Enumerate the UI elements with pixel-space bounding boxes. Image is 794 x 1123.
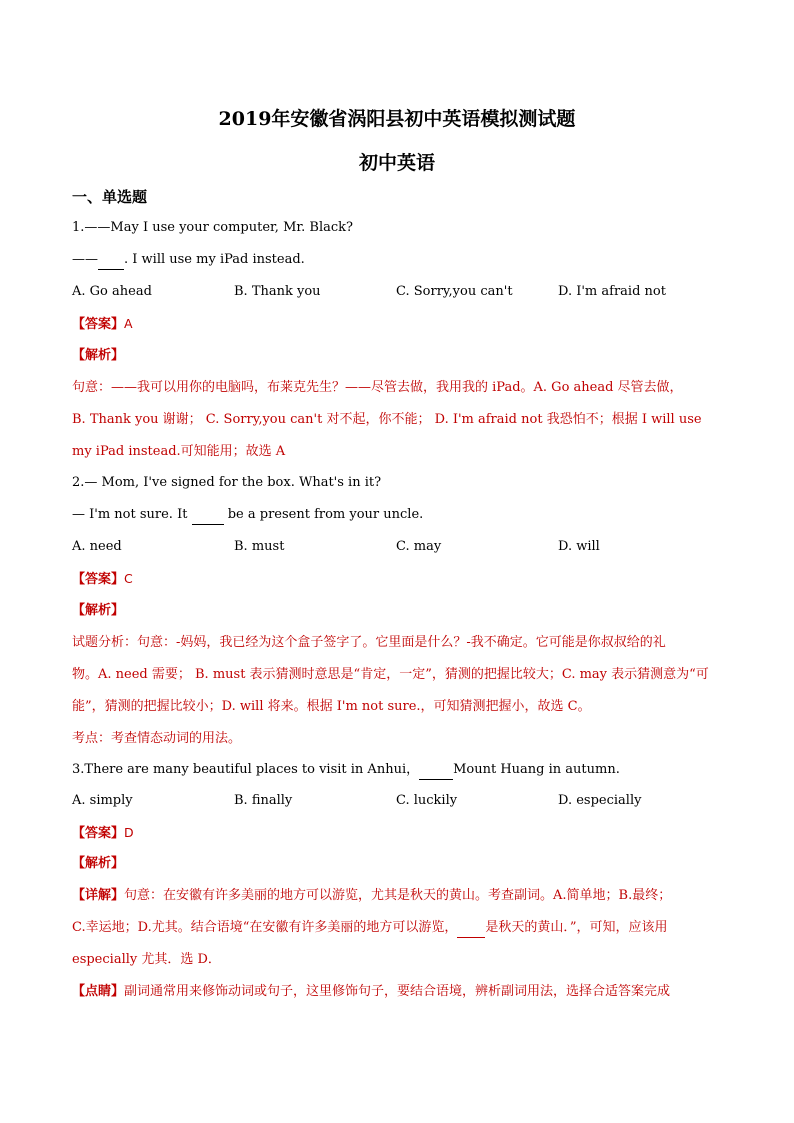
q1-option-d: D. I'm afraid not [558,284,666,299]
q1-answer [72,315,133,334]
q3-answer-label: 【答案】 [72,826,125,841]
q2-option-b: B. must [234,539,285,554]
q1-stem2-post: . I will use my iPad instead. [124,252,305,267]
q2-option-a: A. need [72,539,122,554]
q3-blank [419,761,453,780]
q1-answer-value: A [124,316,133,331]
q2-analysis-line3: 能”，猜测的把握比较小；D. will 将来。根据 I'm not sure.，可知猜测把握小，故选 C。 [72,699,591,714]
q2-analysis-label: 【解析】 [72,603,125,618]
q3-option-c: C. luckily [396,793,458,808]
q1-option-c: C. Sorry,you can't [396,284,513,299]
q2-point: 考点：考查情态动词的用法。 [72,731,242,746]
document-subtitle: 初中英语 [358,152,435,174]
q2-stem-line1: 2.— Mom, I've signed for the box. What's in it? [72,475,382,490]
q1-stem-line2 [72,251,305,270]
q3-detail-line1 [72,887,671,905]
q1-stem2-pre: —— [72,252,98,267]
section-heading: 一、单选题 [72,188,148,206]
q3-stem [72,761,620,780]
q3-detail-text1: 句意：在安徽有许多美丽的地方可以游览，尤其是秋天的黄山。考查副词。A.简单地；B.最终； [124,888,672,903]
q3-analysis-label: 【解析】 [72,856,125,871]
q2-option-c: C. may [396,539,442,554]
q2-answer [72,570,133,589]
q2-stem-line2 [72,506,423,525]
q2-answer-value: C [124,571,133,586]
q3-tip-label: 【点睛】 [72,984,125,999]
q3-detail-text2-mid: 是秋天的黄山．”，可知，应该用 [485,920,668,935]
q2-stem2-pre: — I'm not sure. It [72,507,192,522]
q2-analysis-line2: 物。A. need 需要； B. must 表示猜测时意思是“肯定，一定”，猜测的把握比较大；C. may 表示猜测意为“可 [72,667,709,682]
q3-option-a: A. simply [72,793,133,808]
q1-analysis-line2: B. Thank you 谢谢； C. Sorry,you can't 对不起，你不能； D. I'm afraid not 我恐怕不；根据 I will use [72,412,702,427]
q3-option-b: B. finally [234,793,293,808]
q1-option-b: B. Thank you [234,284,321,299]
q2-stem2-post: be a present from your uncle. [223,507,424,522]
q1-blank [98,251,124,270]
q1-answer-label: 【答案】 [72,317,125,332]
q2-analysis-line1: 试题分析：句意：-妈妈，我已经为这个盒子签字了。它里面是什么？-我不确定。它可能是你叔叔给的礼 [72,635,666,650]
q2-blank [192,506,224,525]
q2-option-d: D. will [558,539,600,554]
q1-stem-line1: 1.——May I use your computer, Mr. Black? [72,220,354,235]
q3-detail-text2: C.幸运地；D.尤其。结合语境“在安徽有许多美丽的地方可以游览， [72,920,458,935]
q3-detail-label: 【详解】 [72,888,125,903]
q2-answer-label: 【答案】 [72,572,125,587]
q1-analysis-line3: my iPad instead.可知能用；故选 A [72,444,286,459]
q3-answer [72,824,134,843]
document-title: 2019年安徽省涡阳县初中英语模拟测试题 [218,108,576,130]
q3-tip-text: 副词通常用来修饰动词或句子，这里修饰句子，要结合语境，辨析副词用法，选择合适答案完成 [124,984,671,999]
q3-detail-blank [457,919,485,938]
q3-stem-pre: 3.There are many beautiful places to visit in Anhui， [72,762,420,777]
q3-option-d: D. especially [558,793,642,808]
q1-option-a: A. Go ahead [72,284,152,299]
q1-analysis-label: 【解析】 [72,348,125,363]
q3-detail-line3: especially 尤其．选 D． [72,952,221,967]
q1-analysis-line1: 句意：——我可以用你的电脑吗，布莱克先生？——尽管去做，我用我的 iPad。A. Go ahead 尽管去做， [72,380,683,395]
q3-detail-line2 [72,919,668,938]
q3-tip-line [72,983,670,1001]
q3-answer-value: D [124,825,134,840]
q3-stem-post: Mount Huang in autumn. [453,762,620,777]
